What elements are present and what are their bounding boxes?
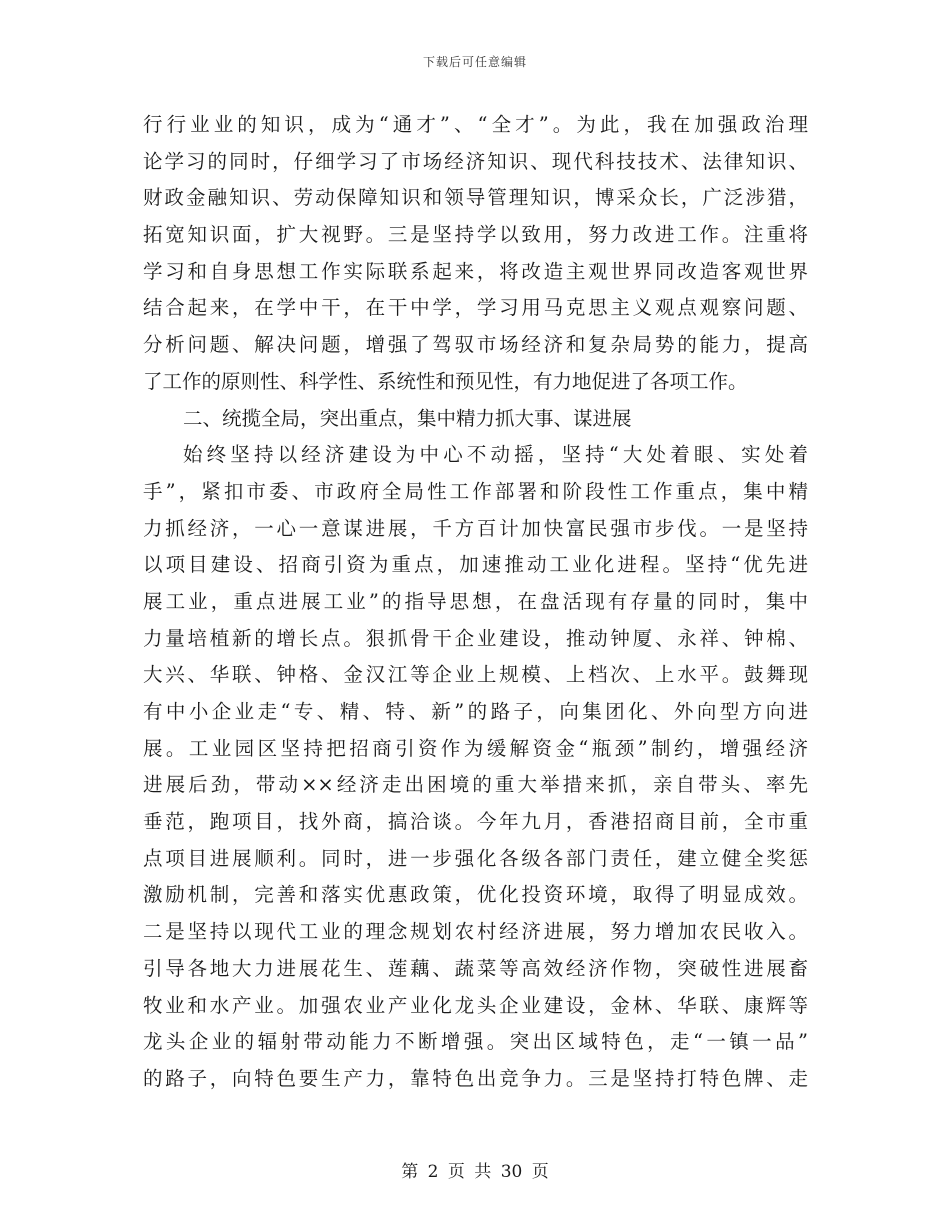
- text-line: 力抓经济，一心一意谋进展，千方百计加快富民强市步伐。一是坚持: [143, 516, 808, 540]
- text-line: 引导各地大力进展花生、莲藕、蔬菜等高效经济作物，突破性进展畜: [143, 956, 808, 980]
- text-line: 学习和自身思想工作实际联系起来，将改造主观世界同改造客观世界: [143, 259, 808, 283]
- text-line: 论学习的同时，仔细学习了市场经济知识、现代科技技术、法律知识、: [143, 149, 808, 173]
- text-line: 展工业，重点进展工业”的指导思想，在盘活现有存量的同时，集中: [143, 589, 808, 613]
- text-line: 有中小企业走“专、精、特、新”的路子，向集团化、外向型方向进: [143, 700, 808, 723]
- body-text: [143, 107, 808, 1098]
- text-line: 牧业和水产业。加强农业产业化龙头企业建设，金林、华联、康辉等: [143, 993, 808, 1017]
- text-line: 以项目建设、招商引资为重点，加速推动工业化进程。坚持“优先进: [143, 553, 808, 577]
- text-line: 分析问题、解决问题，增强了驾驭市场经济和复杂局势的能力，提高: [143, 333, 808, 357]
- text-line: 财政金融知识、劳动保障知识和领导管理知识，博采众长，广泛涉猎，: [143, 186, 808, 210]
- text-line: 进展后劲，带动××经济走出困境的重大举措来抓，亲自带头、率先: [143, 773, 808, 797]
- text-line: 二是坚持以现代工业的理念规划农村经济进展，努力增加农民收入。: [143, 920, 808, 944]
- text-line: 了工作的原则性、科学性、系统性和预见性，有力地促进了各项工作。: [143, 369, 748, 393]
- text-line: 拓宽知识面，扩大视野。三是坚持学以致用，努力改进工作。注重将: [143, 223, 808, 247]
- text-line: 垂范，跑项目，找外商，搞洽谈。今年九月，香港招商目前，全市重: [143, 810, 808, 834]
- text-line: 展。工业园区坚持把招商引资作为缓解资金“瓶颈”制约，增强经济: [143, 736, 808, 760]
- page-footer: 第 2 页 共 30 页: [401, 1162, 549, 1182]
- text-line: 点项目进展顺利。同时，进一步强化各级各部门责任，建立健全奖惩: [143, 846, 808, 870]
- page-header: 下载后可任意编辑: [422, 55, 527, 69]
- text-line: 始终坚持以经济建设为中心不动摇，坚持“大处着眼、实处着: [183, 443, 808, 467]
- text-line: 龙头企业的辐射带动能力不断增强。突出区域特色，走“一镇一品”: [143, 1030, 808, 1054]
- text-line: 大兴、华联、钟格、金汉江等企业上规模、上档次、上水平。鼓舞现: [143, 663, 808, 687]
- text-line: 行行业业的知识，成为“通才”、“全才”。为此，我在加强政治理: [143, 113, 808, 136]
- text-line: 二、统揽全局，突出重点，集中精力抓大事、谋进展: [183, 406, 632, 430]
- text-line: 激励机制，完善和落实优惠政策，优化投资环境，取得了明显成效。: [143, 883, 808, 907]
- text-line: 手”，紧扣市委、市政府全局性工作部署和阶段性工作重点，集中精: [143, 479, 808, 503]
- text-line: 力量培植新的增长点。狠抓骨干企业建设，推动钟厦、永祥、钟棉、: [143, 626, 808, 650]
- text-line: 结合起来，在学中干，在干中学，学习用马克思主义观点观察问题、: [143, 296, 808, 320]
- text-line: 的路子，向特色要生产力，靠特色出竞争力。三是坚持打特色牌、走: [143, 1066, 808, 1090]
